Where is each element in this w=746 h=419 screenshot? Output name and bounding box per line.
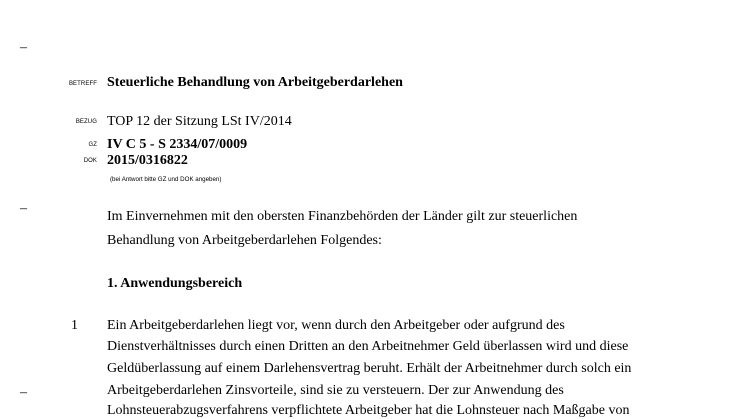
document-number-value: 2015/0316822 <box>107 152 188 168</box>
document-number-label: DOK <box>83 158 97 164</box>
paragraph-number: 1 <box>71 317 78 333</box>
file-number-value: IV C 5 - S 2334/07/0009 <box>107 136 248 152</box>
file-number-label: GZ <box>88 142 97 148</box>
reply-hint: (bei Antwort bitte GZ und DOK angeben) <box>110 176 222 183</box>
reference-value: TOP 12 der Sitzung LSt IV/2014 <box>107 113 292 129</box>
paragraph-line: Ein Arbeitgeberdarlehen liegt vor, wenn durch den Arbeitgeber oder aufgrund des <box>107 317 565 333</box>
paragraph-line: Geldüberlassung auf einem Darlehensvertrag beruht. Erhält der Arbeitnehmer durch solch ein <box>107 360 632 376</box>
fold-mark-bottom: – <box>20 384 27 400</box>
intro-line: Im Einvernehmen mit den obersten Finanzbehörden der Länder gilt zur steuerlichen <box>107 208 578 224</box>
subject-label: BETREFF <box>68 81 97 87</box>
section-heading: 1. Anwendungsbereich <box>107 275 243 291</box>
paragraph-line: Arbeitgeberdarlehen Zinsvorteile, sind sie zu versteuern. Der zur Anwendung des <box>107 382 564 398</box>
reference-label: BEZUG <box>75 119 97 125</box>
paragraph-line: Lohnsteuerabzugsverfahrens verpflichtete Arbeitgeber hat die Lohnsteuer nach Maßgabe von <box>107 402 630 418</box>
paragraph-line: Dienstverhältnisses durch einen Dritten an den Arbeitnehmer Geld überlassen wird und diese <box>107 338 629 354</box>
fold-mark-middle: – <box>20 200 27 216</box>
intro-line: Behandlung von Arbeitgeberdarlehen Folgendes: <box>107 232 382 248</box>
fold-mark-top: – <box>20 40 27 55</box>
subject-value: Steuerliche Behandlung von Arbeitgeberdarlehen <box>107 74 403 90</box>
